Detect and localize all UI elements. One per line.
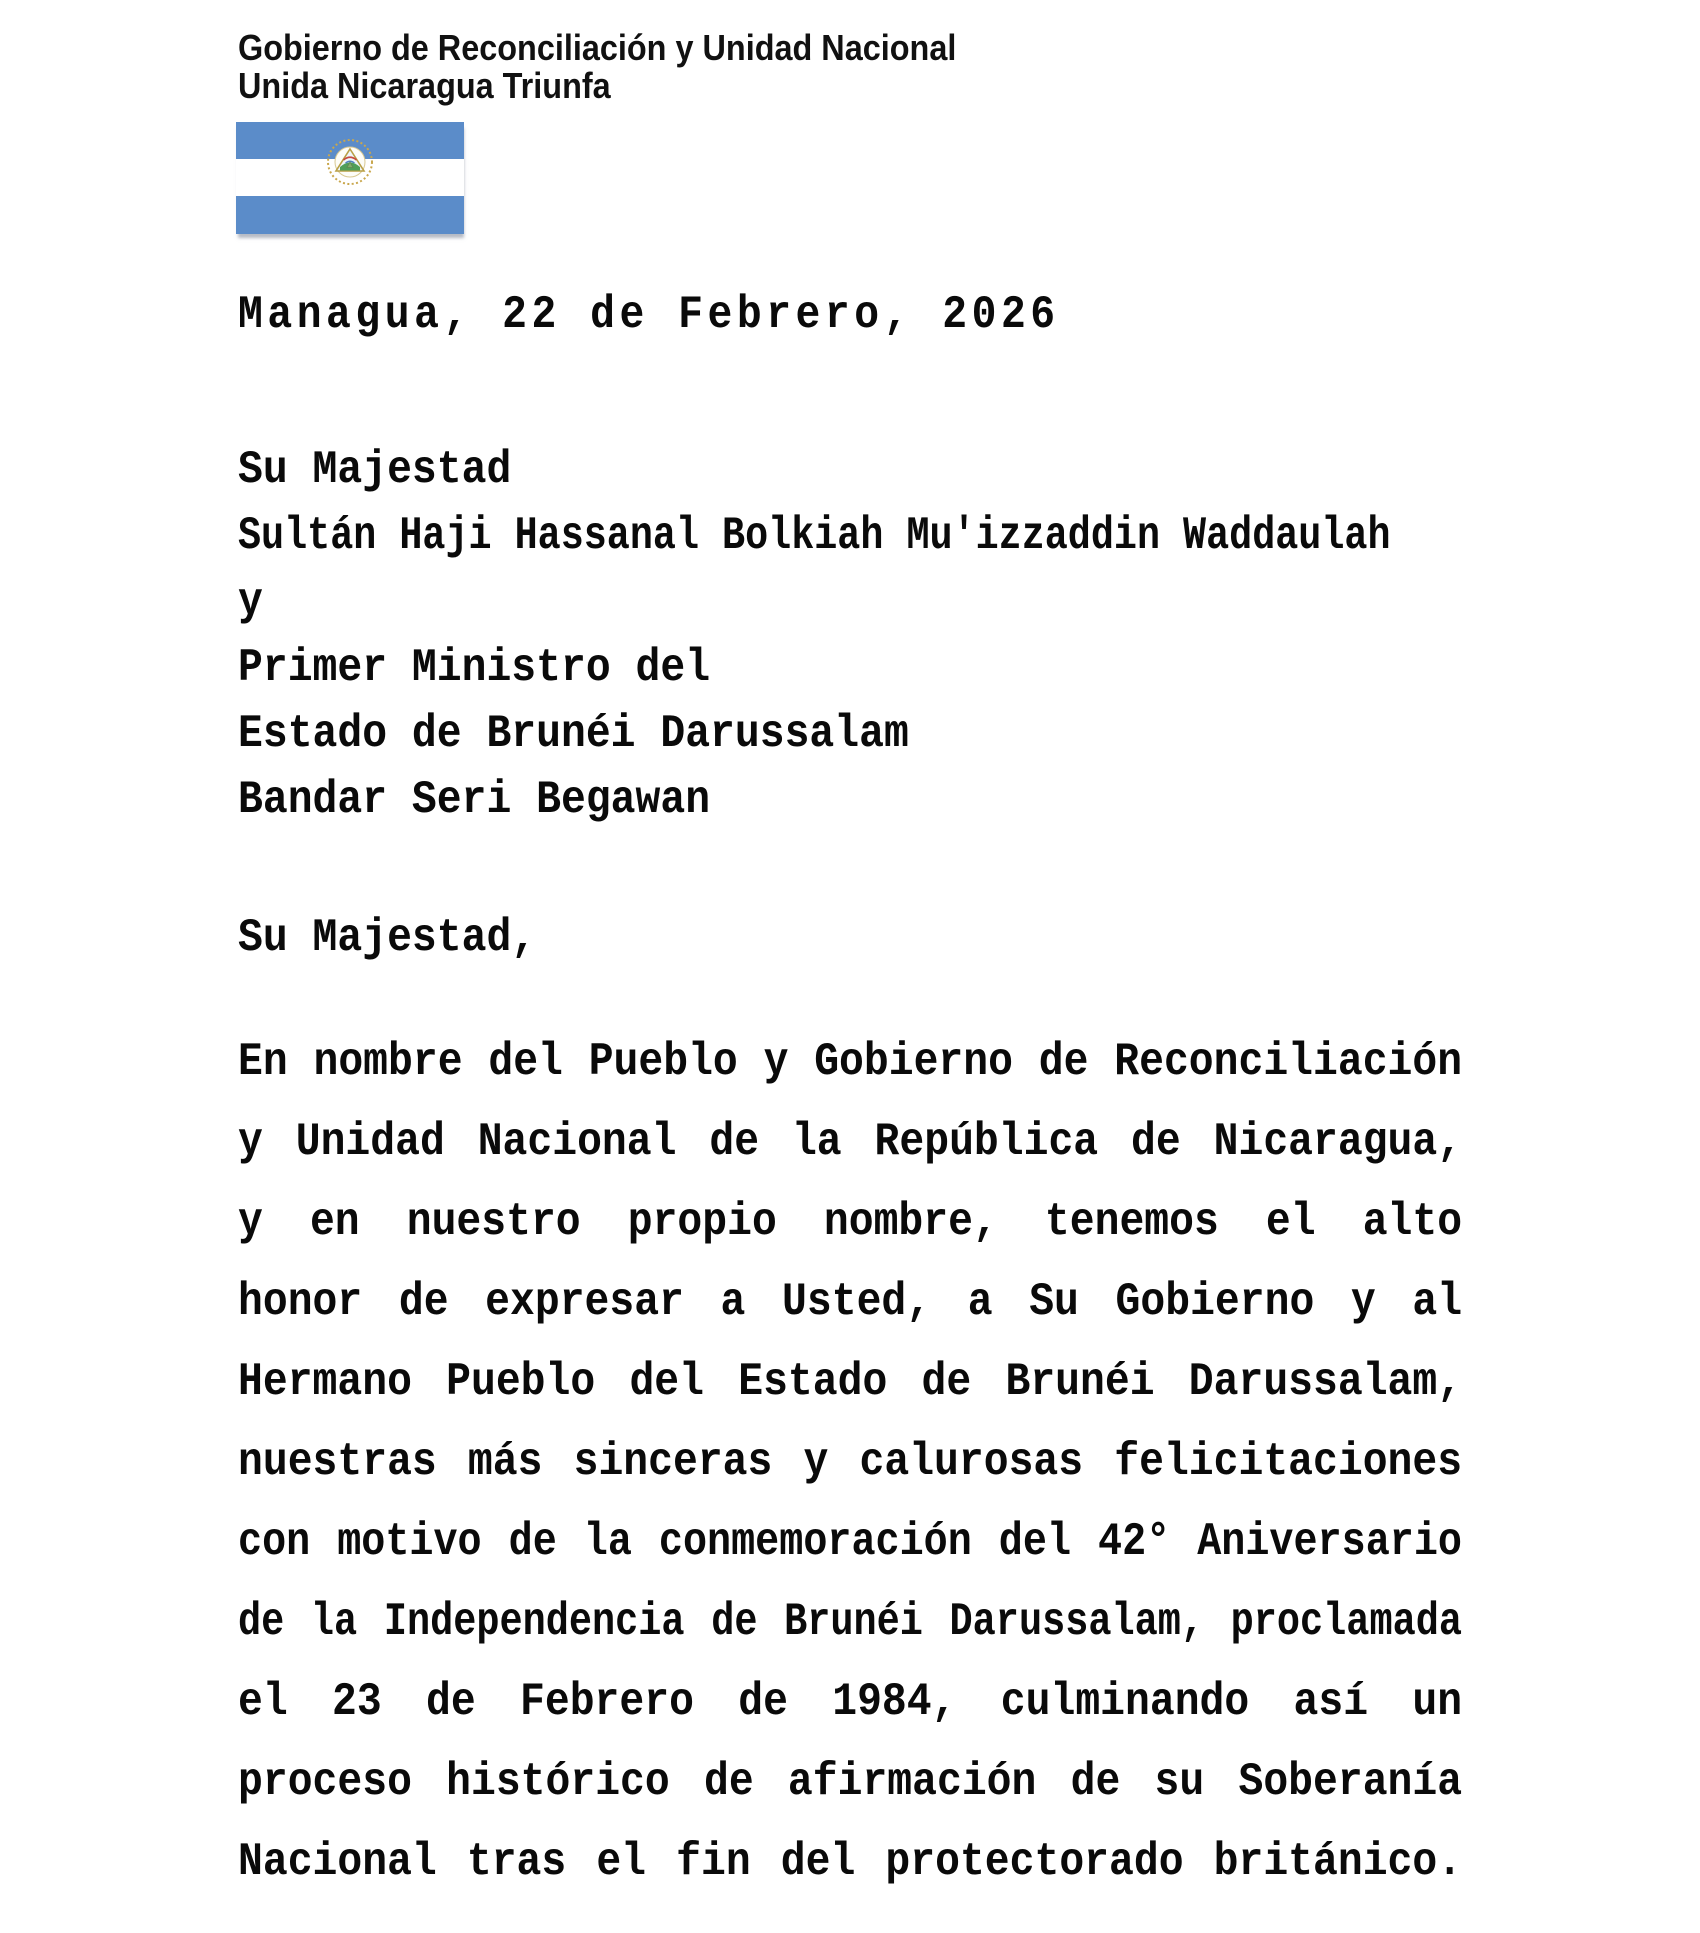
flag-blue-stripe-bottom	[236, 196, 464, 234]
header-motto: Unida Nicaragua Triunfa	[238, 65, 611, 106]
date-line	[238, 282, 1462, 348]
body-line: Nacional tras el fin del protectorado británico.	[238, 1836, 1463, 1888]
salutation-text: Su Majestad,	[238, 912, 537, 964]
recipient-line: Su Majestad	[238, 444, 512, 496]
body-line: Hermano Pueblo del Estado de Brunéi Darussalam,	[238, 1356, 1463, 1408]
header-government-title: Gobierno de Reconciliación y Unidad Nacional	[238, 27, 957, 68]
body-line: nuestras más sinceras y calurosas felicitaciones	[238, 1436, 1463, 1488]
body-line: con motivo de la conmemoración del 42° Aniversario	[238, 1516, 1463, 1568]
body-line: de la Independencia de Brunéi Darussalam, proclamada	[238, 1596, 1462, 1648]
recipient-line: Primer Ministro del	[238, 642, 711, 694]
nicaragua-flag-image	[236, 122, 464, 234]
recipient-line: Sultán Haji Hassanal Bolkiah Mu'izzaddin Waddaulah	[238, 510, 1391, 562]
recipient-line: y	[238, 576, 263, 628]
recipient-line: Bandar Seri Begawan	[238, 774, 711, 826]
body-line: honor de expresar a Usted, a Su Gobierno y al	[238, 1276, 1463, 1328]
body-line: proceso histórico de afirmación de su Soberanía	[238, 1756, 1463, 1808]
recipient-address-block	[238, 437, 1462, 833]
nicaragua-coat-of-arms-icon	[324, 136, 376, 188]
recipient-line: Estado de Brunéi Darussalam	[238, 708, 909, 760]
letter-body-paragraph	[238, 1022, 1462, 1902]
body-line: el 23 de Febrero de 1984, culminando así un	[238, 1676, 1463, 1728]
body-line: y en nuestro propio nombre, tenemos el alto	[238, 1196, 1463, 1248]
salutation	[238, 905, 1462, 971]
date-text: Managua, 22 de Febrero, 2026	[238, 289, 1060, 341]
body-line: En nombre del Pueblo y Gobierno de Reconciliación	[238, 1036, 1463, 1088]
body-line: y Unidad Nacional de la República de Nicaragua,	[238, 1116, 1463, 1168]
